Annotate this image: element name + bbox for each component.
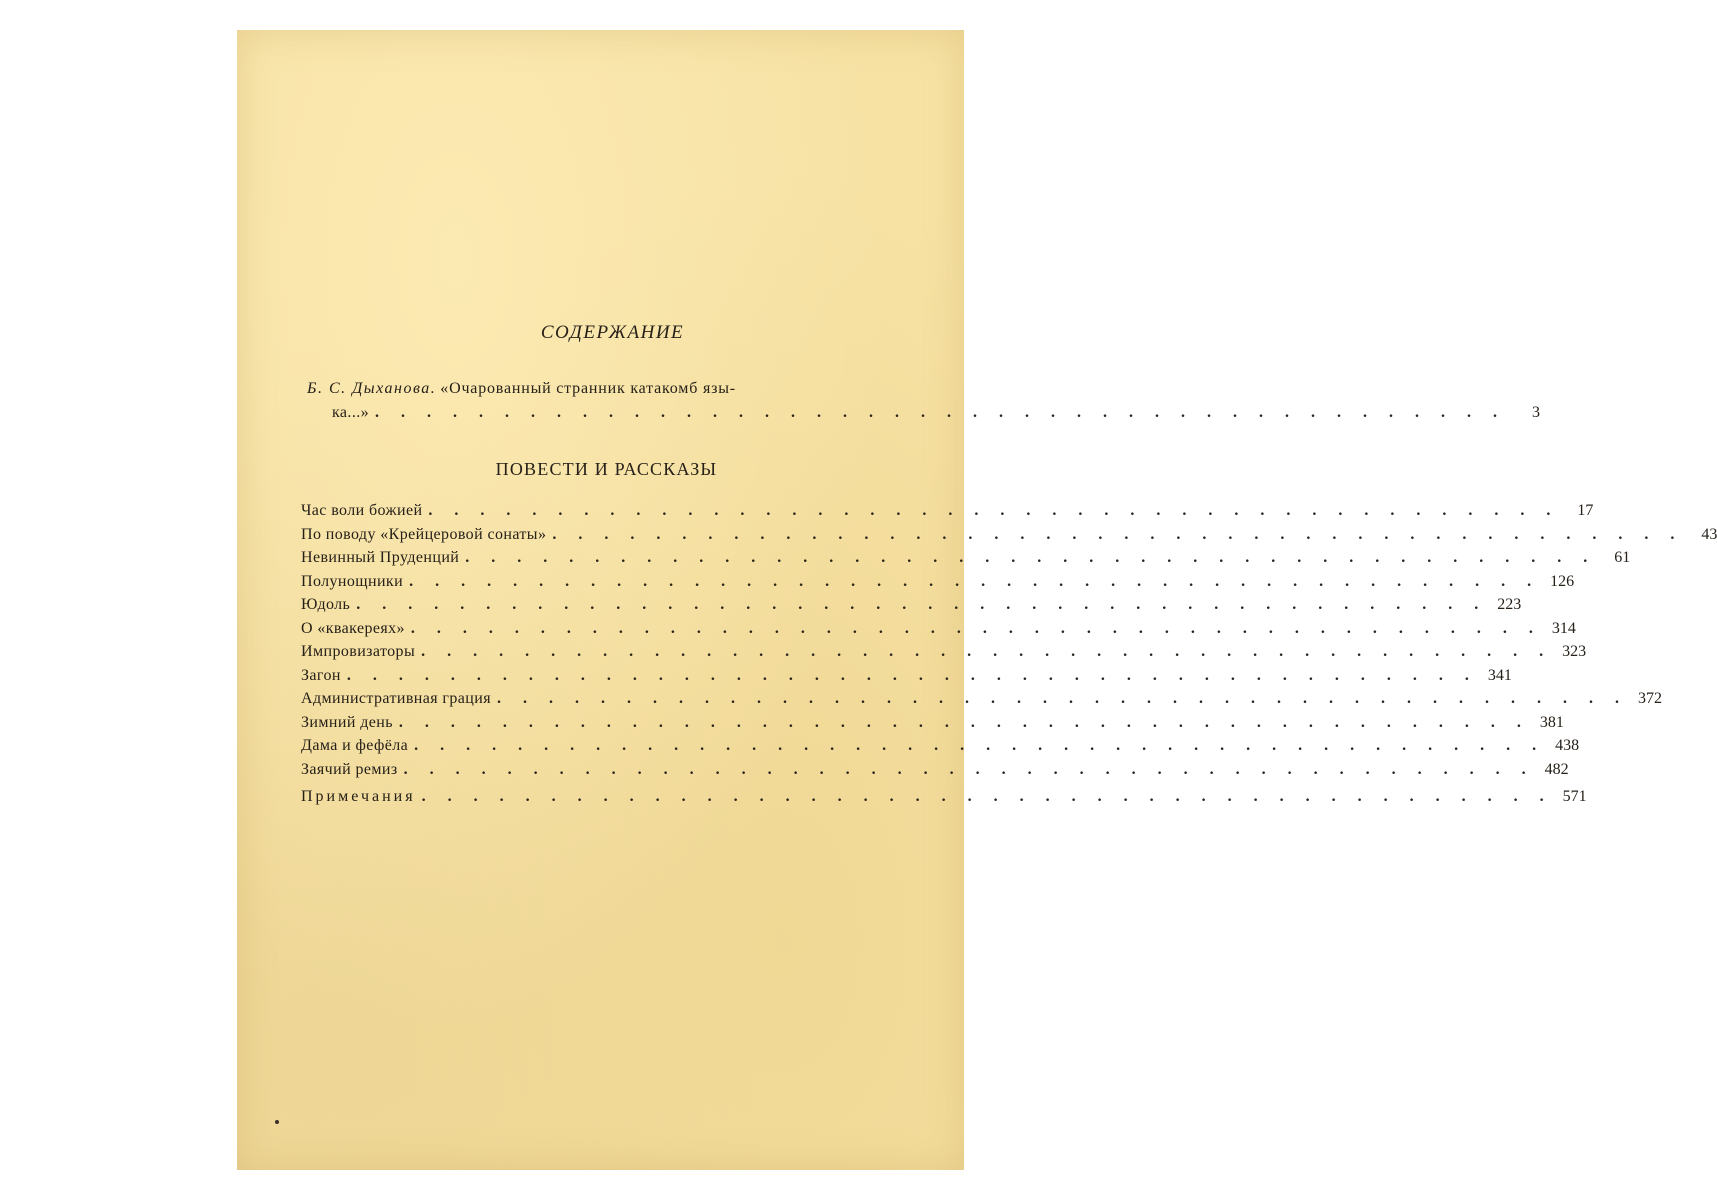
- entry-page: 61: [1614, 549, 1631, 566]
- entry-title: Час воли божией: [301, 502, 423, 519]
- toc-entry: [301, 596, 1522, 620]
- entry-title: Административная грация: [301, 690, 491, 707]
- dot-leader: . . . . . . . . . . . . . . . . . . . . . . . . . . . . . . . . . . . . . . . . . . . .: [465, 549, 1597, 566]
- dot-leader: . . . . . . . . . . . . . . . . . . . . . . . . . . . . . . . . . . . . . . . . . . . .: [346, 666, 1478, 684]
- toc-entry: [301, 690, 1662, 714]
- toc-entry: [301, 788, 1587, 811]
- dot-leader: . . . . . . . . . . . . . . . . . . . . . . . . . . . . . . . . . . . . . . . . . . . .: [414, 737, 1546, 754]
- ink-speck: [275, 1120, 279, 1124]
- dot-leader: . . . . . . . . . . . . . . . . . . . . . . . . . . . . . . . . . . . . . . . . . . . .: [421, 788, 1553, 805]
- entry-page: 223: [1497, 596, 1522, 613]
- intro-author: Б. С. Дыханова.: [307, 380, 437, 397]
- toc-entry: [301, 760, 1569, 785]
- toc-entry: [301, 572, 1575, 597]
- entry-title: Невинный Пруденций: [301, 549, 460, 566]
- toc-entry: [301, 713, 1564, 738]
- entry-page: 314: [1551, 619, 1576, 637]
- entry-title: Юдоль: [301, 596, 351, 613]
- entry-page: 482: [1544, 760, 1569, 778]
- contents-heading: СОДЕРЖАНИЕ: [540, 322, 685, 343]
- intro-title-line2: ка...»: [332, 404, 370, 421]
- entry-page: 323: [1562, 643, 1587, 660]
- entry-page: 341: [1487, 666, 1512, 684]
- stories-list: [301, 502, 1717, 784]
- toc-entry: [301, 549, 1631, 573]
- entry-title: О «квакереях»: [301, 619, 405, 637]
- toc-entry: [301, 666, 1512, 691]
- dot-leader: . . . . . . . . . . . . . . . . . . . . . . . . . . . . . . . . . . . . . . . . . . . .: [398, 713, 1530, 731]
- dot-leader: . . . . . . . . . . . . . . . . . . . . . . . . . . . . . . . . . . . . . . . . . . . .: [403, 760, 1535, 778]
- dot-leader: . . . . . . . . . . . . . . . . . . . . . . . . . . . . . . . . . . . . . . . . . . . .: [496, 690, 1628, 707]
- toc-entry: [301, 619, 1576, 644]
- entry-title: Зимний день: [301, 713, 393, 731]
- entry-title: По поводу «Крейцеровой сонаты»: [301, 525, 547, 543]
- intro-page: 3: [1532, 404, 1541, 421]
- intro-line-1: [307, 377, 852, 401]
- dot-leader: . . . . . . . . . . . . . . . . . . . . . . . . . . . . . . . . . . . . . . . . . . . .: [421, 643, 1553, 660]
- entry-page: 381: [1539, 713, 1564, 731]
- entry-page: 438: [1555, 737, 1580, 754]
- entry-title: Полунощники: [301, 572, 404, 590]
- dot-leader: . . . . . . . . . . . . . . . . . . . . . . . . . . . . . . . . . . . . . . . . . . . .: [356, 596, 1488, 613]
- dot-leader: . . . . . . . . . . . . . . . . . . . . . . . . . . . . . . . . . . . . . . . . . . . .: [409, 572, 1541, 590]
- toc-entry: [301, 502, 1594, 526]
- entry-title: Заячий ремиз: [301, 760, 398, 778]
- entry-title: Загон: [301, 666, 341, 684]
- notes-page: 571: [1562, 788, 1587, 805]
- notes-title: Примечания: [301, 788, 416, 805]
- dot-leader: . . . . . . . . . . . . . . . . . . . . . . . . . . . . . . . . . . . . . . . . . . . .: [552, 525, 1684, 543]
- section-heading: ПОВЕСТИ И РАССКАЗЫ: [495, 459, 718, 479]
- entry-page: 126: [1550, 572, 1575, 590]
- book-page: [237, 30, 1717, 1170]
- entry-title: Дама и фефёла: [301, 737, 409, 754]
- intro-entry: [307, 377, 1541, 424]
- entry-page: 17: [1577, 502, 1594, 519]
- toc-entry: [301, 737, 1580, 761]
- dot-leader: . . . . . . . . . . . . . . . . . . . . . . . . . . . . . . . . . . . . . . . . . . . .: [375, 404, 1507, 421]
- toc-entry: [301, 643, 1587, 667]
- entry-title: Импровизаторы: [301, 643, 416, 660]
- notes-entry: [301, 788, 1587, 811]
- entry-page: 43: [1701, 525, 1717, 543]
- intro-title-line1: «Очарованный странник катакомб язы-: [440, 380, 736, 397]
- intro-line-2: [307, 401, 1541, 424]
- toc-entry: [301, 525, 1717, 550]
- dot-leader: . . . . . . . . . . . . . . . . . . . . . . . . . . . . . . . . . . . . . . . . . . . .: [428, 502, 1560, 519]
- dot-leader: . . . . . . . . . . . . . . . . . . . . . . . . . . . . . . . . . . . . . . . . . . . .: [410, 619, 1542, 637]
- entry-page: 372: [1637, 690, 1662, 707]
